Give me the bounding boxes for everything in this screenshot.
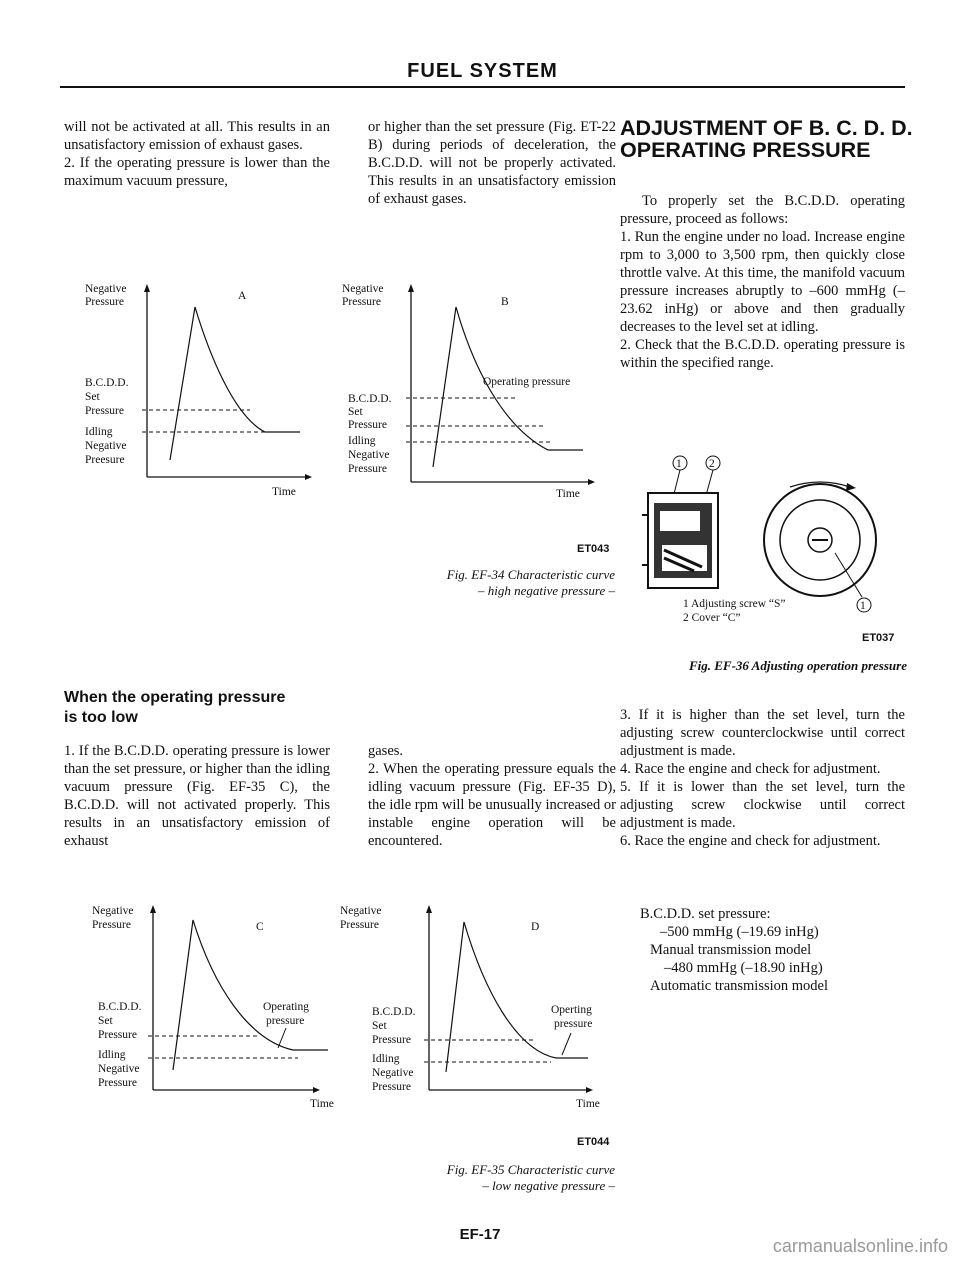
axis-label: Pressure	[372, 1034, 411, 1046]
axis-label: Time	[576, 1098, 600, 1110]
axis-label: Set	[372, 1020, 387, 1032]
spec-block	[640, 905, 828, 995]
low-col2-text	[368, 742, 616, 850]
axis-label: Pressure	[85, 405, 124, 417]
axis-label: Time	[272, 486, 296, 498]
graph-c	[88, 900, 358, 1110]
axis-label: Set	[85, 391, 100, 403]
figure-36-illustration	[640, 455, 910, 650]
axis-label: Pressure	[348, 463, 387, 475]
section-title: ADJUSTMENT OF B. C. D. D. OPERATING PRESSURE	[620, 116, 913, 162]
axis-label: Set	[348, 406, 363, 418]
paragraph: 2. Check that the B.C.D.D. operating pressure is within the specified range.	[620, 337, 905, 371]
paragraph: 4. Race the engine and check for adjustment.	[620, 761, 881, 777]
low-col1-text	[64, 742, 330, 850]
axis-label: Negative	[85, 283, 127, 295]
axis-label: Pressure	[85, 296, 124, 308]
axis-label: Negative	[342, 283, 384, 295]
figure-code: ET037	[862, 632, 895, 644]
spec-label: B.C.D.D. set pressure:	[640, 906, 771, 922]
watermark: carmanualsonline.info	[772, 1236, 948, 1256]
axis-label: pressure	[554, 1018, 593, 1030]
subsection-heading	[64, 688, 285, 728]
graph-letter: B	[501, 296, 509, 308]
axis-label: Negative	[92, 905, 134, 917]
legend-item: 2 Cover “C”	[683, 612, 741, 624]
graph-letter: C	[256, 921, 264, 933]
caption-subtitle: – low negative pressure –	[482, 1178, 615, 1193]
axis-label: Idling	[85, 426, 113, 438]
page-header-title: FUEL SYSTEM	[407, 60, 558, 82]
graph-letter: A	[238, 290, 247, 302]
caption-title: Fig. EF-35 Characteristic curve	[446, 1162, 615, 1177]
caption-subtitle: – high negative pressure –	[478, 583, 615, 598]
axis-label: Pressure	[342, 296, 381, 308]
axis-label: Idling	[98, 1049, 126, 1061]
paragraph: gases.	[368, 743, 404, 759]
graph-b	[338, 282, 628, 512]
spec-model: Automatic transmission model	[650, 978, 829, 994]
paragraph: will not be activated at all. This results in an unsatisfactory emission of exhaust gases.	[64, 119, 330, 153]
callout-number: 2	[709, 458, 715, 470]
spec-value: –480 mmHg (–18.90 inHg)	[664, 960, 823, 976]
axis-label: Negative	[348, 449, 390, 461]
paragraph: 6. Race the engine and check for adjustment.	[620, 833, 881, 849]
paragraph: 2. If the operating pressure is lower than the maximum vacuum pressure,	[64, 155, 330, 189]
axis-label: Idling	[372, 1053, 400, 1065]
graph-a	[60, 282, 320, 502]
figure-caption	[360, 1162, 615, 1194]
callout-number: 1	[676, 458, 682, 470]
axis-label: Pressure	[348, 419, 387, 431]
col2-top-text	[368, 118, 616, 208]
adjustment-steps-b	[620, 706, 905, 850]
axis-label: Time	[310, 1098, 334, 1110]
axis-label: Operating pressure	[483, 376, 571, 388]
paragraph: 3. If it is higher than the set level, turn the adjusting screw counterclockwise until correct adjustment is made.	[620, 707, 905, 759]
axis-label: Idling	[348, 435, 376, 447]
axis-label: Set	[98, 1015, 113, 1027]
graph-d	[336, 900, 626, 1110]
figure-caption: Fig. EF-36 Adjusting operation pressure	[688, 658, 907, 673]
callout-number: 1	[860, 600, 866, 612]
axis-label: B.C.D.D.	[85, 377, 129, 389]
axis-label: B.C.D.D.	[98, 1001, 142, 1013]
axis-label: Pressure	[98, 1077, 137, 1089]
axis-label: Negative	[340, 905, 382, 917]
spec-model: Manual transmission model	[650, 942, 812, 958]
axis-label: Pressure	[92, 919, 131, 931]
page-number: EF-17	[459, 1226, 501, 1243]
graph-letter: D	[531, 921, 540, 933]
figure-code: ET044	[577, 1136, 610, 1148]
figure-caption	[360, 567, 615, 599]
axis-label: B.C.D.D.	[372, 1006, 416, 1018]
heading-line: When the operating pressure	[64, 689, 286, 706]
axis-label: Negative	[85, 440, 127, 452]
axis-label: pressure	[266, 1015, 305, 1027]
spec-value: –500 mmHg (–19.69 inHg)	[660, 924, 819, 940]
paragraph: 5. If it is lower than the set level, turn the adjusting screw clockwise until correct adjustment is made.	[620, 779, 905, 831]
axis-label: Operting	[551, 1004, 592, 1016]
paragraph: 2. When the operating pressure equals the idling vacuum pressure (Fig. EF-35 D), the idle rpm will be unusually increased or instable engine operation will be encountered.	[368, 761, 616, 849]
paragraph: To properly set the B.C.D.D. operating pressure, proceed as follows:	[620, 193, 905, 227]
axis-label: B.C.D.D.	[348, 393, 392, 405]
heading-line: is too low	[64, 709, 138, 726]
paragraph: or higher than the set pressure (Fig. ET-22 B) during periods of deceleration, the B.C.D.D. will not be properly activated. This results in an unsatisfactory emission of exhaust gases.	[368, 119, 616, 207]
axis-label: Operating	[263, 1001, 309, 1013]
axis-label: Negative	[98, 1063, 140, 1075]
axis-label: Pressure	[372, 1081, 411, 1093]
adjustment-steps-a	[620, 192, 905, 372]
axis-label: Negative	[372, 1067, 414, 1079]
header-rule	[60, 86, 905, 88]
paragraph: 1. If the B.C.D.D. operating pressure is lower than the set pressure, or higher than the idling vacuum pressure (Fig. EF-35 C), the B.C.D.D. will not activated properly. This results in an unsatisfactory emission of exhaust	[64, 743, 330, 849]
axis-label: Time	[556, 488, 580, 500]
caption-title: Fig. EF-34 Characteristic curve	[446, 567, 615, 582]
legend-item: 1 Adjusting screw “S”	[683, 598, 786, 610]
col1-top-text	[64, 118, 330, 190]
axis-label: Pressure	[340, 919, 379, 931]
axis-label: Pressure	[98, 1029, 137, 1041]
paragraph: 1. Run the engine under no load. Increase engine rpm to 3,000 to 3,500 rpm, then quickly close throttle valve. At this time, the manifold vacuum pressure increases abruptly to –600 mmHg (–23.62 inHg) or above and then gradually decreases to the level set at idling.	[620, 229, 905, 335]
figure-code: ET043	[577, 543, 610, 555]
axis-label: Preesure	[85, 454, 125, 466]
